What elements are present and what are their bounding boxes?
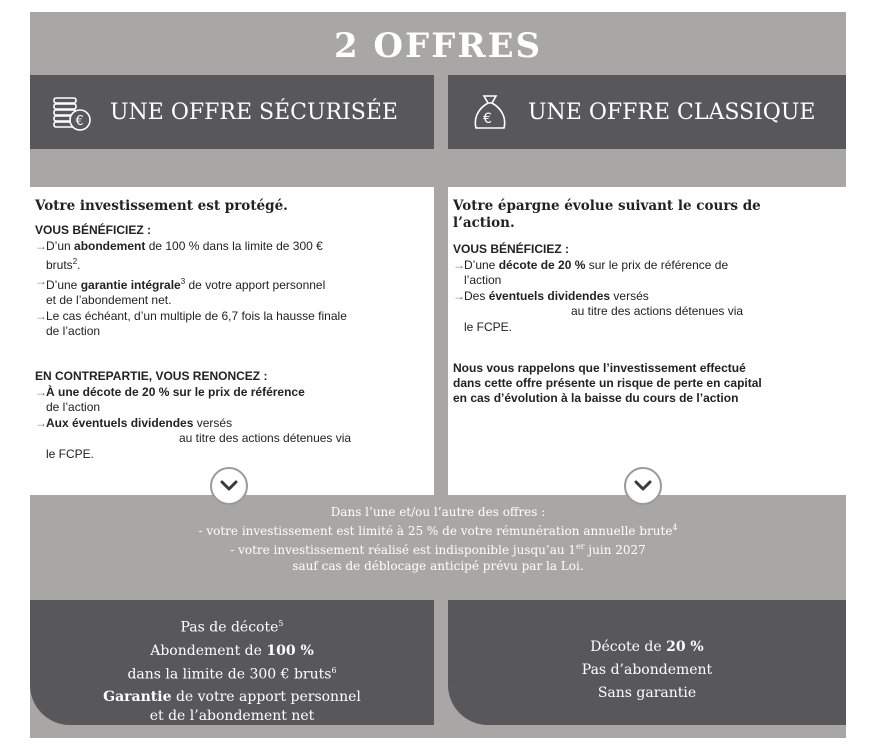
coins-euro-icon: [50, 90, 94, 134]
svg-text:€: €: [75, 114, 84, 129]
offers-panel: [30, 12, 846, 738]
secured-offer-heading: Votre investissement est protégé.: [35, 198, 288, 214]
classic-offer-heading: Votre épargne évolue suivant le cours de l’action.: [453, 198, 761, 231]
secured-benefit-2: → D’une garantie intégrale$^3$ de votre apport personnel et de l’abondement net.: [35, 273, 326, 307]
classic-offer-card: [448, 187, 846, 495]
secured-offer-title: UNE OFFRE SÉCURISÉE: [110, 100, 398, 125]
secured-offer-card: [30, 187, 434, 495]
chevron-down-icon: [220, 480, 238, 492]
secured-benefit-1: → D’un abondement de 100 % dans la limite de 300 € bruts$^2$.: [35, 238, 323, 272]
expand-secured-button[interactable]: [210, 467, 248, 505]
secured-benefits: [35, 223, 430, 340]
secured-benefit-3: → Le cas échéant, d’un multiple de 6,7 fois la hausse finale de l’action: [35, 308, 347, 338]
common-conditions-note: Dans l’une et/ou l’autre des offres : - votre investissement est limité à 25 % de votre rémunération annuelle brute$^4$ - votre investissement réalisé est indisponible jusqu’au 1er juin 2027 sauf cas de déblocage anticipé prévu par la Loi.: [198, 505, 678, 573]
expand-classic-button[interactable]: [624, 467, 662, 505]
classic-benefits: [453, 242, 838, 335]
classic-benefits-title: VOUS BÉNÉFICIEZ :: [453, 242, 570, 256]
classic-benefit-2: → Des éventuels dividendes versés au titre des actions détenues via le FCPE.: [453, 288, 744, 334]
classic-benefit-1: → D’une décote de 20 % sur le prix de référence de l’action: [453, 257, 729, 287]
svg-text:€: €: [483, 111, 492, 127]
secured-renounce: [35, 369, 430, 462]
chevron-down-icon: [634, 480, 652, 492]
secured-summary-box: Pas de décote$^5$ Abondement de 100 % dans la limite de 300 € bruts$^6$ Garantie de votre apport personnel et de l’abondement net: [30, 600, 434, 725]
classic-summary-box: Décote de 20 % Pas d’abondement Sans garantie: [448, 600, 846, 725]
secured-renounce-2: → Aux éventuels dividendes versés au titre des actions détenues via le FCPE.: [35, 415, 352, 461]
money-bag-euro-icon: [468, 90, 512, 134]
secured-renounce-1: → À une décote de 20 % sur le prix de référence de l’action: [35, 384, 305, 414]
classic-offer-header: [448, 75, 846, 149]
secured-offer-header: [30, 75, 434, 149]
secured-renounce-title: EN CONTREPARTIE, VOUS RENONCEZ :: [35, 369, 268, 383]
classic-offer-title: UNE OFFRE CLASSIQUE: [528, 100, 816, 125]
secured-benefits-title: VOUS BÉNÉFICIEZ :: [35, 223, 152, 237]
classic-risk-warning: Nous vous rappelons que l’investissement effectué dans cette offre présente un risque de perte en capital en cas d’évolution à la baisse du cours de l’action: [453, 361, 762, 405]
page-title: 2 OFFRES: [333, 26, 543, 66]
